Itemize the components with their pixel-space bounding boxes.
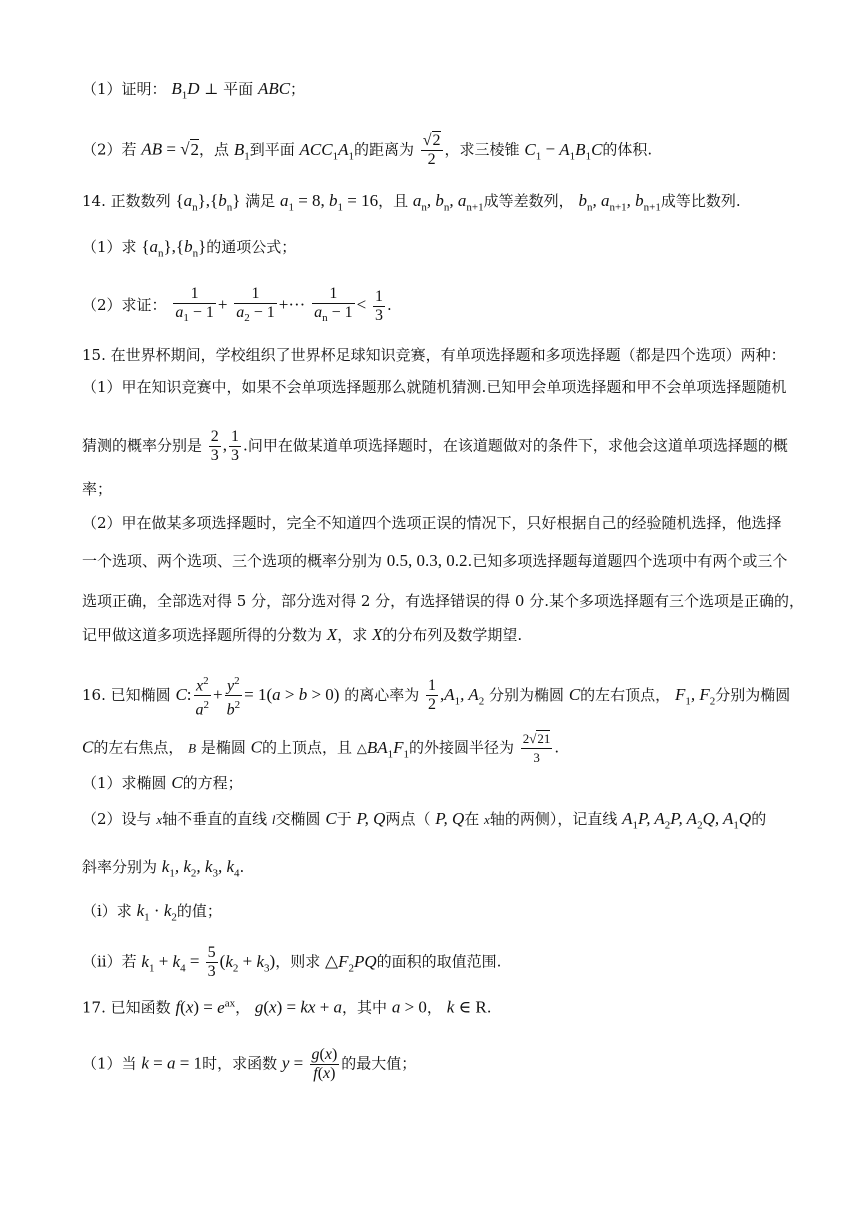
- q16-part1: （1）求椭圆 C的方程；: [82, 773, 243, 792]
- q14-part1: （1）求 $\{a_n\},\{b_n\}$的通项公式；: [82, 237, 297, 260]
- q15-part2-line2: 一个选项、两个选项、三个选项的概率分别为 0.5, 0.3, 0.2.已知多项选择题每道题四个选项中有两个或三个: [82, 551, 788, 570]
- q15-stem: 15. 在世界杯期间，学校组织了世界杯足球知识竞赛，有单项选择题和多项选择题（都是四个选项）两种：: [82, 346, 786, 364]
- q15-part2-line3: 选项正确，全部选对得 5 分，部分选对得 2 分，有选择错误的得 0 分.某个多项选择题有三个选项是正确的，: [82, 592, 805, 610]
- q13-part1: （1）证明： $B_1D$ ⊥ 平面 ABC；: [82, 79, 306, 102]
- q17-part1: （1）当 k = a = 1时，求函数 y = $\frac{g(x)}{f(x)}$ 的最大值；: [82, 1046, 417, 1082]
- q14-part2: （2）求证： $\frac{1}{a_1 - 1}$ + $\frac{1}{a_2 - 1}$ +··· $\frac{1}{a_n - 1}$ < $\frac{1}{3}$ .: [82, 285, 820, 327]
- q13-part2: （2）若 AB = √2，点 $B_1$到平面 $ACC_1A_1$的距离为 $\frac{√2}{2}$ ，求三棱锥 $C_1 - A_1B_1C$的体积.: [82, 132, 653, 168]
- q16-part2-line2: 斜率分别为 $k_1$, $k_2$, $k_3$, $k_4$.: [82, 857, 245, 880]
- q15-part1-line3: 率；: [82, 480, 113, 498]
- q16-part2-i: （i）求 $k_1 \cdot k_2$的值；: [82, 901, 222, 924]
- q14-stem: 14. 正数数列 $\{a_n\},\{b_n\}$ 满足 $a_1 = 8$, $b_1 = 16$，且 $a_n$, $b_n$, $a_{n+1}$成等差数列， $b_n$, $a_{n+1}$, $b_{n+1}$成等比数列.: [82, 191, 741, 214]
- q16-part2-ii: （ii）若 $k_1 + k_4$ = $\frac{5}{3}$ $(k_2 + k_3)$，则求 $\triangle F_2PQ$的面积的取值范围.: [82, 944, 502, 980]
- q16-stem-line2: C的左右焦点， B 是椭圆 C的上顶点，且 $\triangle BA_1F_1$的外接圆半径为 $\frac{2√21}{3}$ .: [82, 731, 560, 765]
- q15-part2-line1: （2）甲在做某多项选择题时，完全不知道四个选项正误的情况下，只好根据自己的经验随机选择，他选择: [82, 514, 782, 532]
- q17-stem: 17. 已知函数 $f(x) = e^{ax}$， g(x) = kx + a，其中 a > 0， k ∈ R.: [82, 997, 492, 1017]
- q16-stem-line1: 16. 已知椭圆 C: $\frac{x^2}{a^2}$ + $\frac{y^2}{b^2}$ = 1(a > b > 0) 的离心率为 $\frac{1}{2}$ $,A_1$, $A_2$ 分别为椭圆 C的左右顶点， $F_1$, $F_2$分别为椭圆: [82, 675, 791, 719]
- q15-part2-line4: 记甲做这道多项选择题所得的分数为 X，求 X的分布列及数学期望.: [82, 625, 523, 644]
- q15-part1-line1: （1）甲在知识竞赛中，如果不会单项选择题那么就随机猜测.已知甲会单项选择题和甲不会单项选择题随机: [82, 378, 787, 396]
- q15-part1-line2: 猜测的概率分别是 $\frac{2}{3}$ , $\frac{1}{3}$ .问甲在做某道单项选择题时，在该道题做对的条件下，求他会这道单项选择题的概: [82, 428, 788, 464]
- q16-part2-line1: （2）设与 x轴不垂直的直线 l交椭圆 C于 P, Q两点（ P, Q在 x轴的两侧），记直线 $A_1P$, $A_2P$, $A_2Q$, $A_1Q$的: [82, 809, 767, 832]
